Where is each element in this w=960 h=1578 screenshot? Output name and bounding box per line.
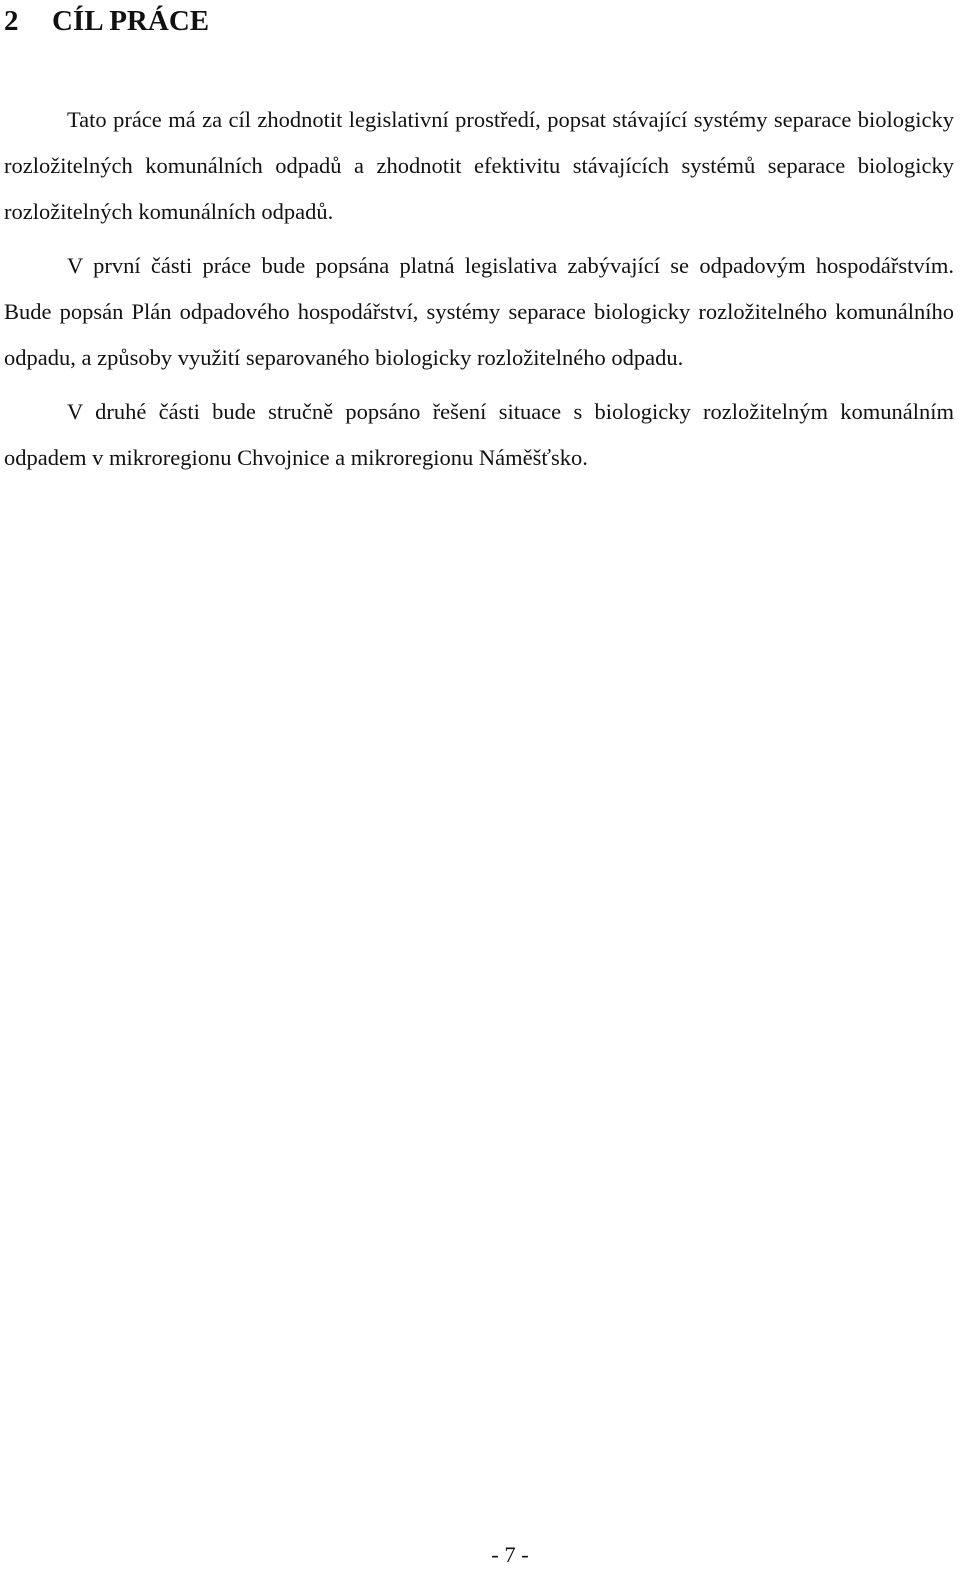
chapter-body xyxy=(4,97,954,489)
chapter-number: 2 xyxy=(4,5,19,37)
paragraph-part-two: V druhé části bude stručně popsáno řešení situace s biologicky rozložitelným komunálním odpadem v mikroregionu Chvojnice a mikroregionu Náměšťsko. xyxy=(4,399,954,470)
page-number: - 7 - xyxy=(491,1542,529,1567)
paragraph-part-one: V první části práce bude popsána platná legislativa zabývající se odpadovým hospodářstvím. Bude popsán Plán odpadového hospodářství, systémy separace biologicky rozložitelného komunálního odpadu, a způsoby využití separovaného biologicky rozložitelného odpadu. xyxy=(4,253,954,370)
chapter-title: CÍL PRÁCE xyxy=(52,5,210,37)
paragraph-intro: Tato práce má za cíl zhodnotit legislativní prostředí, popsat stávající systémy separace biologicky rozložitelných komunálních odpadů a zhodnotit efektivitu stávajících systémů separace biologicky rozložitelných komunálních odpadů. xyxy=(4,107,954,224)
chapter-heading xyxy=(4,2,209,40)
